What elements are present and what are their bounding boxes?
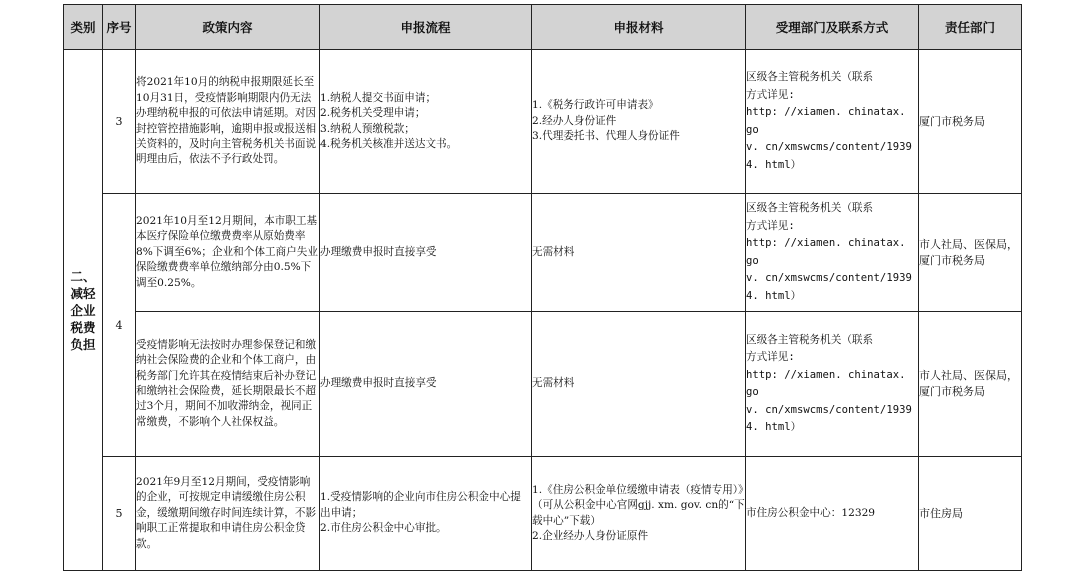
process-cell bbox=[320, 194, 532, 312]
contact-link[interactable]: 4. html） bbox=[746, 158, 802, 171]
header-number: 序号 bbox=[103, 5, 136, 50]
table-row bbox=[64, 194, 1022, 312]
materials-cell bbox=[532, 457, 746, 571]
materials-cell bbox=[532, 50, 746, 194]
header-contact: 受理部门及联系方式 bbox=[746, 5, 919, 50]
process-step: 1.纳税人提交书面申请； bbox=[320, 91, 437, 104]
process-cell bbox=[320, 312, 532, 457]
policy-content: 将2021年10月的纳税申报期限延长至10月31日，受疫情影响期限内仍无法办理纳税申报的可依法申请延期。对因封控管控措施影响，逾期申报或报送相关资料的，及时向主管税务机关书面说明理由后，依法不予行政处罚。 bbox=[136, 50, 320, 194]
contact-link[interactable]: http: //xiamen. chinatax. go bbox=[746, 237, 906, 267]
policy-content: 2021年10月至12月期间，本市职工基本医疗保险单位缴费费率从原始费率8%下调至6%；企业和个体工商户失业保险缴费费率单位缴纳部分由0.5%下调至0.25%。 bbox=[136, 194, 320, 312]
contact-line: 区级各主管税务机关（联系 bbox=[746, 202, 874, 214]
material-item: 2.企业经办人身份证原件 bbox=[532, 529, 649, 542]
material-item: 1.《税务行政许可申请表》 bbox=[532, 99, 659, 112]
category-cell bbox=[64, 50, 103, 571]
process-step: 2.税务机关受理申请； bbox=[320, 107, 426, 120]
contact-link[interactable]: v. cn/xmswcms/content/1939 bbox=[746, 403, 912, 416]
material-item: 无需材料 bbox=[532, 377, 575, 390]
material-item: 2.经办人身份证件 bbox=[532, 114, 617, 127]
responsible-dept: 市人社局、医保局，厦门市税务局 bbox=[919, 312, 1022, 457]
process-step: 2.市住房公积金中心审批。 bbox=[320, 522, 447, 535]
contact-cell bbox=[746, 50, 919, 194]
row-number: 4 bbox=[103, 194, 136, 457]
process-step: 办理缴费申报时直接享受 bbox=[320, 377, 437, 390]
responsible-dept: 市住房局 bbox=[919, 457, 1022, 571]
contact-cell bbox=[746, 457, 919, 571]
process-step: 4.税务机关核准并送达文书。 bbox=[320, 137, 458, 150]
header-row bbox=[64, 5, 1022, 50]
contact-link[interactable]: v. cn/xmswcms/content/1939 bbox=[746, 141, 912, 153]
process-cell bbox=[320, 50, 532, 194]
contact-line: 区级各主管税务机关（联系 bbox=[746, 71, 874, 83]
material-item: 无需材料 bbox=[532, 245, 575, 258]
policy-table bbox=[63, 4, 1022, 571]
policy-table-wrapper bbox=[63, 4, 1022, 571]
header-content: 政策内容 bbox=[136, 5, 320, 50]
row-number: 3 bbox=[103, 50, 136, 194]
contact-line: 方式详见: bbox=[746, 219, 795, 232]
policy-content: 受疫情影响无法按时办理参保登记和缴纳社会保险费的企业和个体工商户，由税务部门允许其在疫情结束后补办登记和缴纳社会保险费，延长期限最长不超过3个月，期间不加收滞纳金，视同正常缴费，不影响个人社保权益。 bbox=[136, 312, 320, 457]
table-row bbox=[64, 312, 1022, 457]
material-item: 3.代理委托书、代理人身份证件 bbox=[532, 130, 680, 143]
materials-cell bbox=[532, 312, 746, 457]
responsible-dept: 市人社局、医保局，厦门市税务局 bbox=[919, 194, 1022, 312]
contact-link[interactable]: http: //xiamen. chinatax. go bbox=[746, 106, 906, 136]
header-materials: 申报材料 bbox=[532, 5, 746, 50]
contact-line: 市住房公积金中心：12329 bbox=[746, 506, 876, 519]
header-process: 申报流程 bbox=[320, 5, 532, 50]
process-step: 办理缴费申报时直接享受 bbox=[320, 245, 437, 258]
process-step: 1.受疫情影响的企业向市住房公积金中心提出申请； bbox=[320, 491, 521, 519]
header-dept: 责任部门 bbox=[919, 5, 1022, 50]
row-number: 5 bbox=[103, 457, 136, 571]
table-row bbox=[64, 50, 1022, 194]
process-step: 3.纳税人预缴税款； bbox=[320, 122, 415, 135]
contact-link[interactable]: 4. html） bbox=[746, 289, 802, 302]
table-row bbox=[64, 457, 1022, 571]
policy-content: 2021年9月至12月期间，受疫情影响的企业，可按规定申请缓缴住房公积金，缓缴期间缴存时间连续计算，不影响职工正常提取和申请住房公积金贷款。 bbox=[136, 457, 320, 571]
contact-line: 方式详见: bbox=[746, 88, 795, 101]
header-category: 类别 bbox=[64, 5, 103, 50]
contact-line: 区级各主管税务机关（联系 bbox=[746, 333, 874, 346]
material-item: 1.《住房公积金单位缓缴申请表（疫情专用）》（可从公积金中心官网gjj. xm. gov. cn的“下载中心”下载） bbox=[532, 483, 745, 527]
materials-cell bbox=[532, 194, 746, 312]
contact-link[interactable]: v. cn/xmswcms/content/1939 bbox=[746, 272, 912, 284]
contact-line: 方式详见: bbox=[746, 351, 795, 363]
process-cell bbox=[320, 457, 532, 571]
category-label: 二、减轻企业税费负担 bbox=[70, 268, 96, 352]
contact-cell bbox=[746, 312, 919, 457]
contact-link[interactable]: http: //xiamen. chinatax. go bbox=[746, 368, 906, 398]
contact-cell bbox=[746, 194, 919, 312]
responsible-dept: 厦门市税务局 bbox=[919, 50, 1022, 194]
contact-link[interactable]: 4. html） bbox=[746, 421, 802, 433]
